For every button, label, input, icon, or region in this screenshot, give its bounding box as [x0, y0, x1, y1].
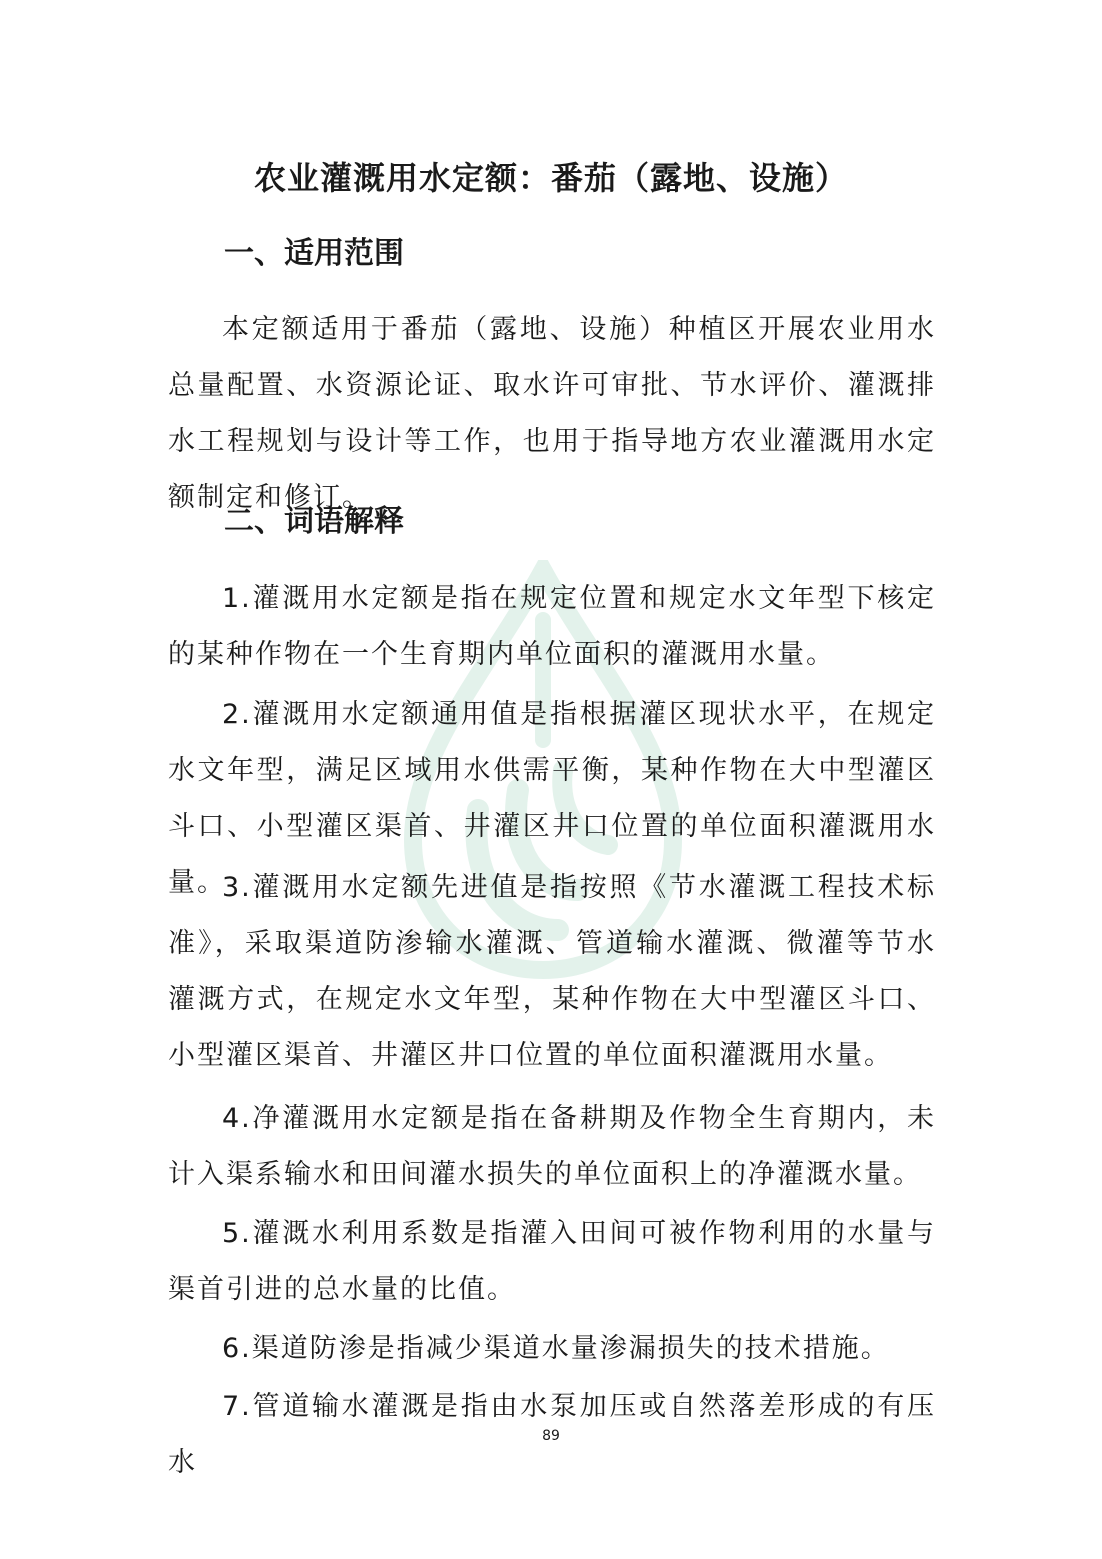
section-heading-definitions: 二、词语解释 [224, 504, 404, 539]
definition-paragraph-7: 7.管道输水灌溉是指由水泵加压或自然落差形成的有压水 [168, 1391, 936, 1478]
definition-paragraph-6: 6.渠道防渗是指减少渠道水量渗漏损失的技术措施。 [222, 1333, 890, 1364]
page-title: 农业灌溉用水定额：番茄（露地、设施） [253, 159, 848, 197]
definition-paragraph-1: 1.灌溉用水定额是指在规定位置和规定水文年型下核定的某种作物在一个生育期内单位面积的灌溉用水量。 [168, 583, 936, 670]
page-number: 89 [542, 1428, 560, 1444]
definition-paragraph-5: 5.灌溉水利用系数是指灌入田间可被作物利用的水量与渠首引进的总水量的比值。 [168, 1218, 936, 1305]
definition-paragraph-3: 3.灌溉用水定额先进值是指按照《节水灌溉工程技术标准》，采取渠道防渗输水灌溉、管道输水灌溉、微灌等节水灌溉方式，在规定水文年型，某种作物在大中型灌区斗口、小型灌区渠首、井灌区井口位置的单位面积灌溉用水量。 [168, 872, 936, 1071]
definition-paragraph-2: 2.灌溉用水定额通用值是指根据灌区现状水平，在规定水文年型，满足区域用水供需平衡，某种作物在大中型灌区斗口、小型灌区渠首、井灌区井口位置的单位面积灌溉用水量。 [168, 699, 936, 898]
section-heading-scope: 一、适用范围 [224, 236, 404, 271]
definition-paragraph-4: 4.净灌溉用水定额是指在备耕期及作物全生育期内，未计入渠系输水和田间灌水损失的单位面积上的净灌溉水量。 [168, 1103, 936, 1190]
scope-paragraph: 本定额适用于番茄（露地、设施）种植区开展农业用水总量配置、水资源论证、取水许可审批、节水评价、灌溉排水工程规划与设计等工作，也用于指导地方农业灌溉用水定额制定和修订。 [168, 314, 936, 513]
